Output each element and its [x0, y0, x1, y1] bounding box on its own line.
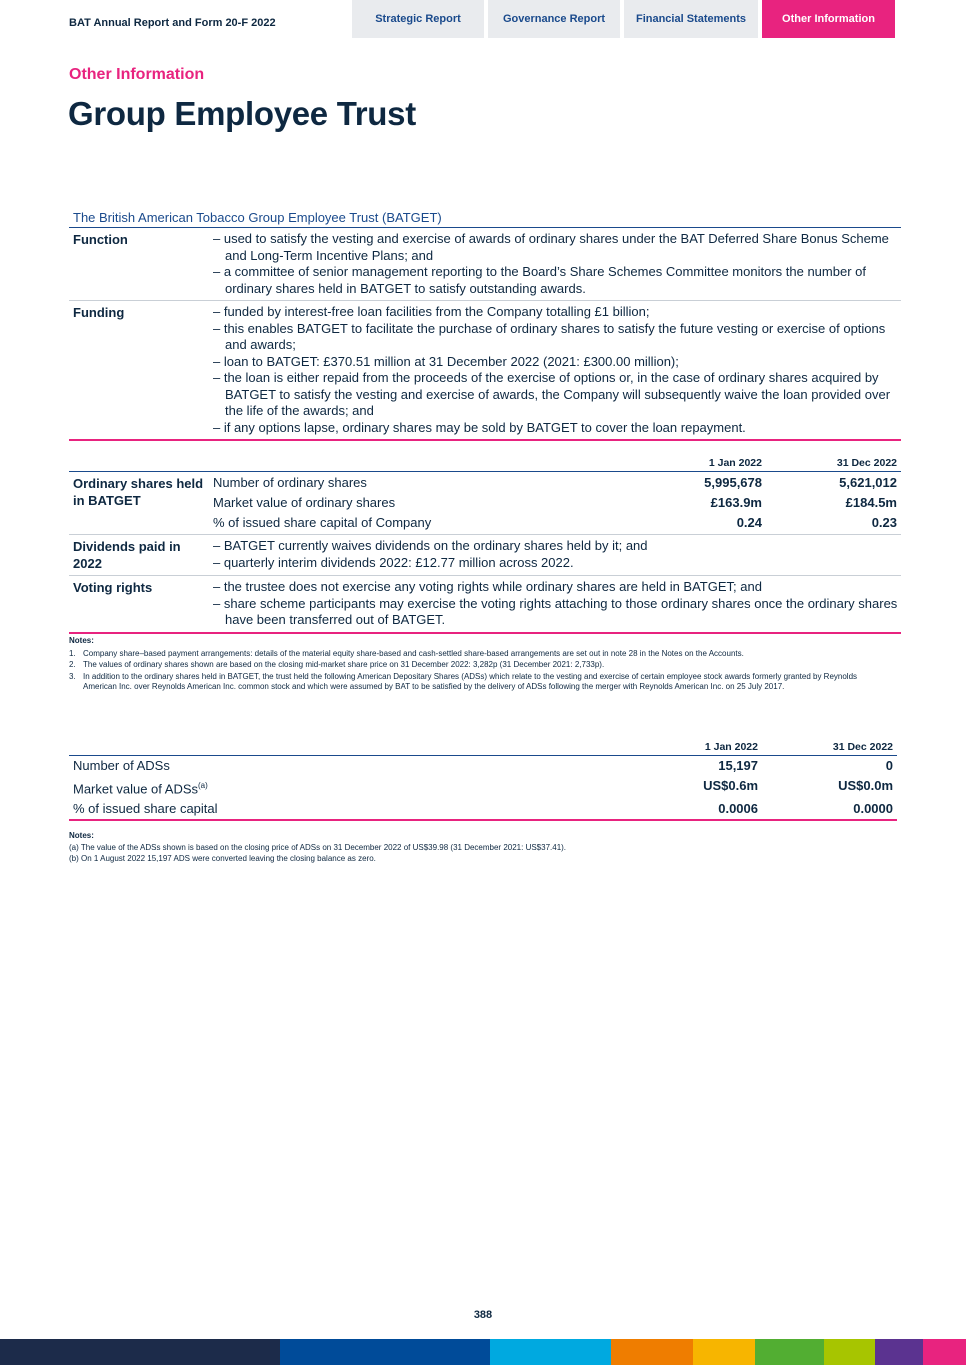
voting-item: – the trustee does not exercise any voting rights while ordinary shares are held in BATGET; and — [213, 579, 762, 594]
notes-heading: Notes: — [69, 636, 94, 645]
ads-table — [69, 739, 897, 821]
ads-note-item: (b) On 1 August 2022 15,197 ADS were converted leaving the closing balance as zero. — [69, 854, 376, 863]
ads-desc: Number of ADSs — [73, 758, 170, 773]
shares-value-1jan: £163.9m — [710, 495, 762, 510]
report-title: BAT Annual Report and Form 20-F 2022 — [69, 17, 276, 29]
note-item — [69, 660, 889, 671]
page-title: Group Employee Trust — [68, 95, 416, 132]
tab-financial-statements[interactable]: Financial Statements — [624, 0, 758, 38]
dividends-item: – BATGET currently waives dividends on the ordinary shares held by it; and — [213, 538, 648, 553]
shares-value-31dec: £184.5m — [845, 495, 897, 510]
funding-item: – funded by interest-free loan facilities from the Company totalling £1 billion; — [213, 304, 650, 319]
tab-other-information[interactable]: Other Information — [762, 0, 895, 38]
note-number: 1. — [69, 648, 76, 658]
tab-governance-report[interactable]: Governance Report — [488, 0, 620, 38]
tab-strategic-report[interactable]: Strategic Report — [352, 0, 484, 38]
function-item: – a committee of senior management reporting to the Board’s Share Schemes Committee monitors the number of ordinary shares held in BATGET to satisfy outstanding awards. — [213, 264, 866, 296]
trust-table — [69, 208, 901, 634]
ads-desc: % of issued share capital — [73, 801, 218, 817]
voting-label: Voting rights — [73, 580, 153, 595]
trust-table-title: The British American Tobacco Group Employee Trust (BATGET) — [69, 208, 901, 228]
note-item — [69, 649, 889, 660]
ads-desc: Market value of ADSs — [73, 781, 198, 797]
ads-notes-section — [69, 830, 889, 864]
shares-value-31dec: 0.23 — [871, 515, 897, 530]
color-bar-segment — [0, 1339, 280, 1365]
shares-block — [69, 455, 901, 535]
color-bar-segment — [755, 1339, 824, 1365]
ads-col-head-1jan: 1 Jan 2022 — [704, 741, 758, 753]
col-head-1jan: 1 Jan 2022 — [708, 457, 762, 469]
shares-row — [69, 472, 901, 535]
footnote-marker: (a) — [198, 781, 208, 790]
ads-value-31dec: 0.0000 — [853, 801, 893, 817]
dividends-label: Dividends paid in 2022 — [73, 539, 181, 571]
note-text: In addition to the ordinary shares held in BATGET, the trust held the following American Depositary Shares (ADSs) which relate to the vesting and exercise of certain employee stock awards formerly granted by Reynolds American Inc. over Reynolds American Inc. common stock and which were assumed by BAT to be satisfied by the delivery of ADSs following the merger with Reynolds American Inc. on 25 July 2017. — [83, 671, 858, 691]
color-bar-segment — [490, 1339, 611, 1365]
color-bar-segment — [824, 1339, 875, 1365]
note-item — [69, 672, 889, 693]
function-label: Function — [73, 232, 128, 247]
dividends-row — [69, 535, 901, 576]
shares-data-row — [213, 493, 897, 513]
shares-value-1jan: 0.24 — [736, 515, 762, 530]
function-item: – used to satisfy the vesting and exercise of awards of ordinary shares under the BAT Deferred Share Bonus Scheme and Long-Term Incentive Plans; and — [213, 231, 889, 263]
ads-row — [69, 776, 893, 799]
shares-data-row — [213, 473, 897, 493]
funding-item: – this enables BATGET to facilitate the purchase of ordinary shares to satisfy the future vesting or exercise of options and awards; — [213, 320, 886, 352]
ads-col-head-31dec: 31 Dec 2022 — [832, 741, 893, 753]
shares-desc: Market value of ordinary shares — [213, 495, 396, 510]
shares-data-row — [213, 513, 897, 533]
ads-value-1jan: US$0.6m — [703, 778, 758, 793]
shares-label: Ordinary shares held in BATGET — [73, 476, 204, 508]
voting-row — [69, 576, 901, 634]
dividends-item: – quarterly interim dividends 2022: £12.77 million across 2022. — [213, 554, 574, 570]
voting-item: – share scheme participants may exercise the voting rights attaching to those ordinary shares once the ordinary shares have been transferred out of BATGET. — [213, 595, 898, 627]
note-text: The values of ordinary shares shown are based on the closing mid-market share price on 31 December 2022: 3,282p (31 December 2021: 2,733p). — [83, 660, 605, 669]
col-head-31dec: 31 Dec 2022 — [836, 457, 897, 469]
funding-item: – loan to BATGET: £370.51 million at 31 December 2022 (2021: £300.00 million); — [213, 353, 679, 369]
note-text: Company share–based payment arrangements: details of the material equity share-based and cash-settled share-based arrangements are set out in note 28 in the Notes on the Accounts. — [83, 648, 744, 658]
shares-desc: % of issued share capital of Company — [213, 515, 432, 530]
section-nav — [352, 0, 895, 38]
ads-value-1jan: 0.0006 — [718, 801, 758, 817]
color-bar-segment — [923, 1339, 966, 1365]
note-number: 3. — [69, 671, 76, 681]
ads-value-1jan: 15,197 — [718, 758, 758, 773]
ads-row — [69, 799, 893, 819]
funding-label: Funding — [73, 305, 125, 320]
color-bar-segment — [280, 1339, 490, 1365]
notes-section — [69, 636, 889, 694]
ads-value-31dec: 0 — [885, 758, 893, 773]
shares-desc: Number of ordinary shares — [213, 475, 367, 490]
color-bar-segment — [875, 1339, 923, 1365]
ads-row — [69, 756, 893, 776]
funding-row — [69, 301, 901, 441]
ads-notes-heading: Notes: — [69, 831, 94, 840]
section-label: Other Information — [69, 66, 205, 83]
page-number: 388 — [473, 1309, 493, 1321]
funding-item: – the loan is either repaid from the proceeds of the exercise of options or, in the case of ordinary shares acquired by BATGET to satisfy the vesting and exercise of awards, the Company will subsequently waive the loan provided over the life of the awards; and — [213, 370, 891, 418]
shares-value-31dec: 5,621,012 — [839, 475, 897, 490]
ads-value-31dec: US$0.0m — [838, 778, 893, 793]
funding-item: – if any options lapse, ordinary shares may be sold by BATGET to cover the loan repayment. — [213, 419, 746, 435]
color-bar-segment — [611, 1339, 693, 1365]
color-bar-segment — [693, 1339, 755, 1365]
ads-note-item: (a) The value of the ADSs shown is based on the closing price of ADSs on 31 December 2022 of US$39.98 (31 December 2021: US$37.41). — [69, 843, 567, 852]
footer-color-bar — [0, 1339, 966, 1365]
note-number: 2. — [69, 660, 76, 669]
shares-value-1jan: 5,995,678 — [704, 475, 762, 490]
function-row — [69, 228, 901, 301]
